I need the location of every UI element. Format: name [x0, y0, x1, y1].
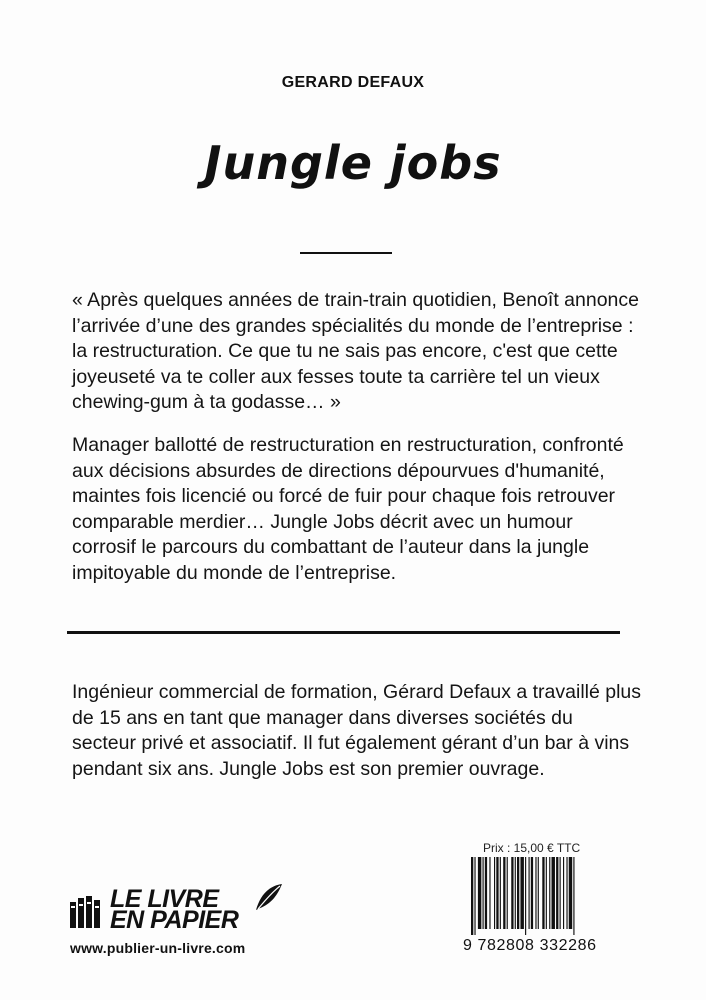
- section-divider: [67, 631, 620, 634]
- price-label: Prix : 15,00 € TTC: [483, 841, 581, 855]
- isbn-digits: 9 782808 332286: [463, 937, 597, 954]
- leaf-icon: [254, 882, 284, 917]
- publisher-url: www.publier-un-livre.com: [70, 940, 246, 956]
- author-bio: Ingénieur commercial de formation, Gérard Defaux a travaillé plus de 15 ans en tant que manager dans diverses sociétés du secteur privé et associatif. Il fut également gérant d’un bar à vins pendant six ans. Jungle Jobs est son premier ouvrage.: [72, 681, 642, 780]
- author-name: GERARD DEFAUX: [281, 74, 425, 91]
- excerpt-quote: « Après quelques années de train-train quotidien, Benoît annonce l’arrivée d’une des grandes spécialités du monde de l’entreprise : la restructuration. Ce que tu ne sais pas encore, c'est que cette joyeuseté va te coller aux fesses toute ta carrière tel un vieux chewing-gum à ta godasse… »: [72, 289, 639, 413]
- title-divider: [300, 252, 392, 254]
- logo-text-line1: LE LIVRE: [110, 885, 219, 913]
- logo-text-line2: EN PAPIER: [110, 906, 239, 934]
- publisher-logo: [70, 885, 290, 968]
- book-title: Jungle jobs: [204, 136, 502, 190]
- book-summary: Manager ballotté de restructuration en restructuration, confronté aux décisions absurdes de directions dépourvues d'humanité, maintes fois licencié ou forcé de fuir pour chaque fois retrouver comparable merdier… Jungle Jobs décrit avec un humour corrosif le parcours du combattant de l’auteur dans la jungle impitoyable du monde de l’entreprise.: [72, 434, 624, 584]
- books-icon: [70, 896, 108, 933]
